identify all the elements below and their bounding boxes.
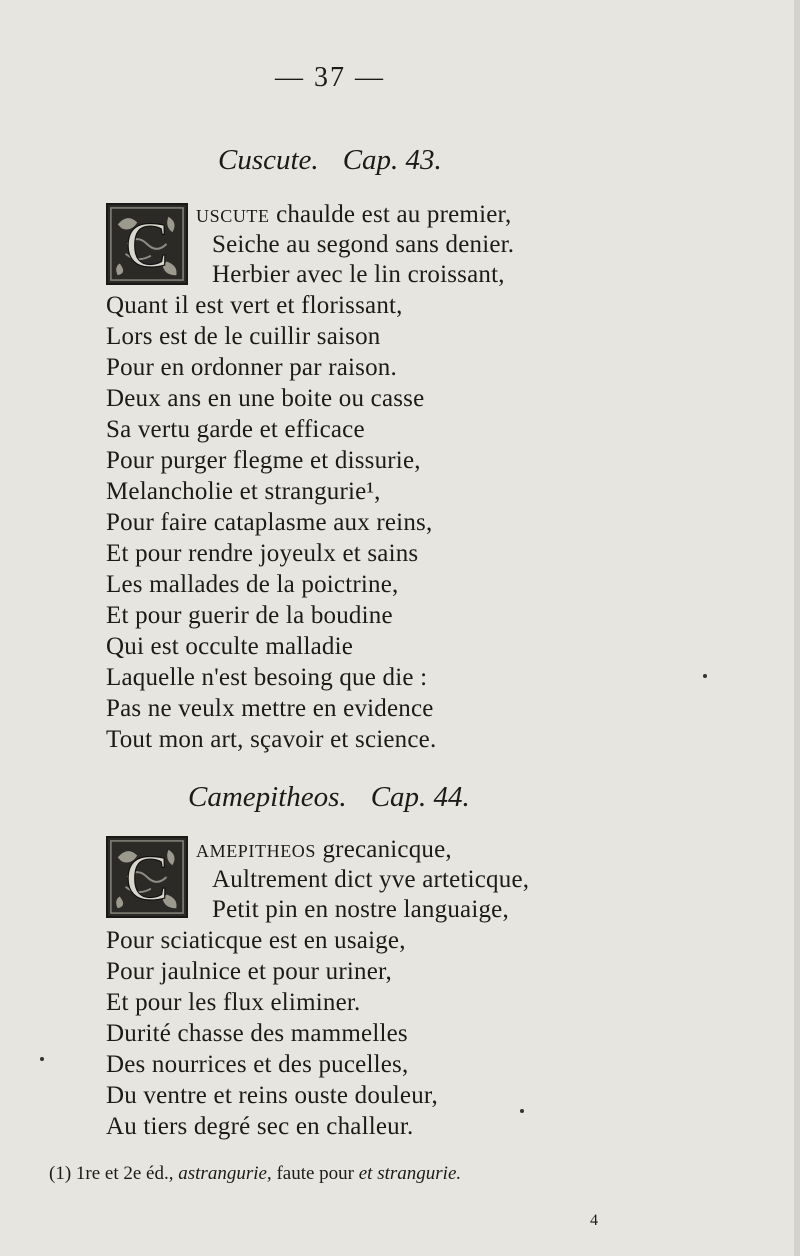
verse-line: Laquelle n'est besoing que die : xyxy=(106,664,428,691)
verse-line: Des nourrices et des pucelles, xyxy=(106,1051,409,1078)
verse-line: Qui est occulte malladie xyxy=(106,633,354,660)
verse-line: Et pour guerir de la boudine xyxy=(106,602,393,629)
section-title: Cuscute. xyxy=(218,144,319,176)
ornament-icon xyxy=(108,838,186,916)
page-edge xyxy=(794,0,800,1256)
verse-line: Pour purger flegme et dissurie, xyxy=(106,447,421,474)
verse-line: Herbier avec le lin croissant, xyxy=(212,261,505,288)
verse-line: Sa vertu garde et efficace xyxy=(106,416,365,443)
verse-line: Petit pin en nostre languaige, xyxy=(212,896,509,923)
page-number: — 37 — xyxy=(275,62,385,93)
verse-line: Les mallades de la poictrine, xyxy=(106,571,399,598)
print-speck xyxy=(703,674,707,678)
verse-line: Pour faire cataplasme aux reins, xyxy=(106,509,433,536)
verse-line: Lors est de le cuillir saison xyxy=(106,323,381,350)
verse-line: Pas ne veulx mettre en evidence xyxy=(106,695,434,722)
verse-line: Tout mon art, sçavoir et science. xyxy=(106,726,437,753)
footnote-middle: faute pour xyxy=(276,1163,354,1184)
verse-line: Pour jaulnice et pour uriner, xyxy=(106,958,392,985)
decorated-initial xyxy=(106,836,188,918)
chapter-number: Cap. 44. xyxy=(370,781,470,813)
section-title-cuscute xyxy=(218,144,442,177)
print-speck xyxy=(40,1057,44,1061)
initial-letter: C xyxy=(125,209,169,281)
verse-text: chaulde est au premier, xyxy=(276,201,512,228)
section-title-camepitheos xyxy=(188,781,470,814)
initial-letter: C xyxy=(125,842,169,914)
footnote xyxy=(49,1163,461,1185)
section-title: Camepitheos. xyxy=(188,781,347,813)
decorated-initial xyxy=(106,203,188,285)
verse-line: Melancholie et strangurie¹, xyxy=(106,478,381,505)
verse-line: Deux ans en une boite ou casse xyxy=(106,385,425,412)
verse-line: Au tiers degré sec en challeur. xyxy=(106,1113,414,1140)
verse-line: Pour en ordonner par raison. xyxy=(106,354,397,381)
small-caps-word: AMEPITHEOS xyxy=(196,841,317,861)
verse-text: grecanicque, xyxy=(322,836,452,863)
verse-line: Durité chasse des mammelles xyxy=(106,1020,408,1047)
print-speck xyxy=(520,1109,524,1113)
footnote-editions: 1re et 2e éd., xyxy=(75,1163,174,1184)
verse-line xyxy=(196,201,512,230)
verse-line: Du ventre et reins ouste douleur, xyxy=(106,1082,438,1109)
verse-line xyxy=(196,836,452,865)
footnote-correct-reading: et strangurie. xyxy=(358,1163,462,1184)
chapter-number: Cap. 43. xyxy=(342,144,442,176)
verse-line: Et pour rendre joyeulx et sains xyxy=(106,540,419,567)
verse-line: Pour sciaticque est en usaige, xyxy=(106,927,406,954)
signature-mark: 4 xyxy=(590,1212,598,1229)
footnote-mark: (1) xyxy=(49,1163,72,1184)
verse-line: Seiche au segond sans denier. xyxy=(212,231,515,258)
verse-line: Et pour les flux eliminer. xyxy=(106,989,361,1016)
footnote-wrong-reading: astrangurie, xyxy=(178,1163,272,1184)
ornament-icon xyxy=(108,205,186,283)
small-caps-word: USCUTE xyxy=(196,206,270,226)
verse-line: Aultrement dict yve arteticque, xyxy=(212,866,530,893)
verse-line: Quant il est vert et florissant, xyxy=(106,292,403,319)
